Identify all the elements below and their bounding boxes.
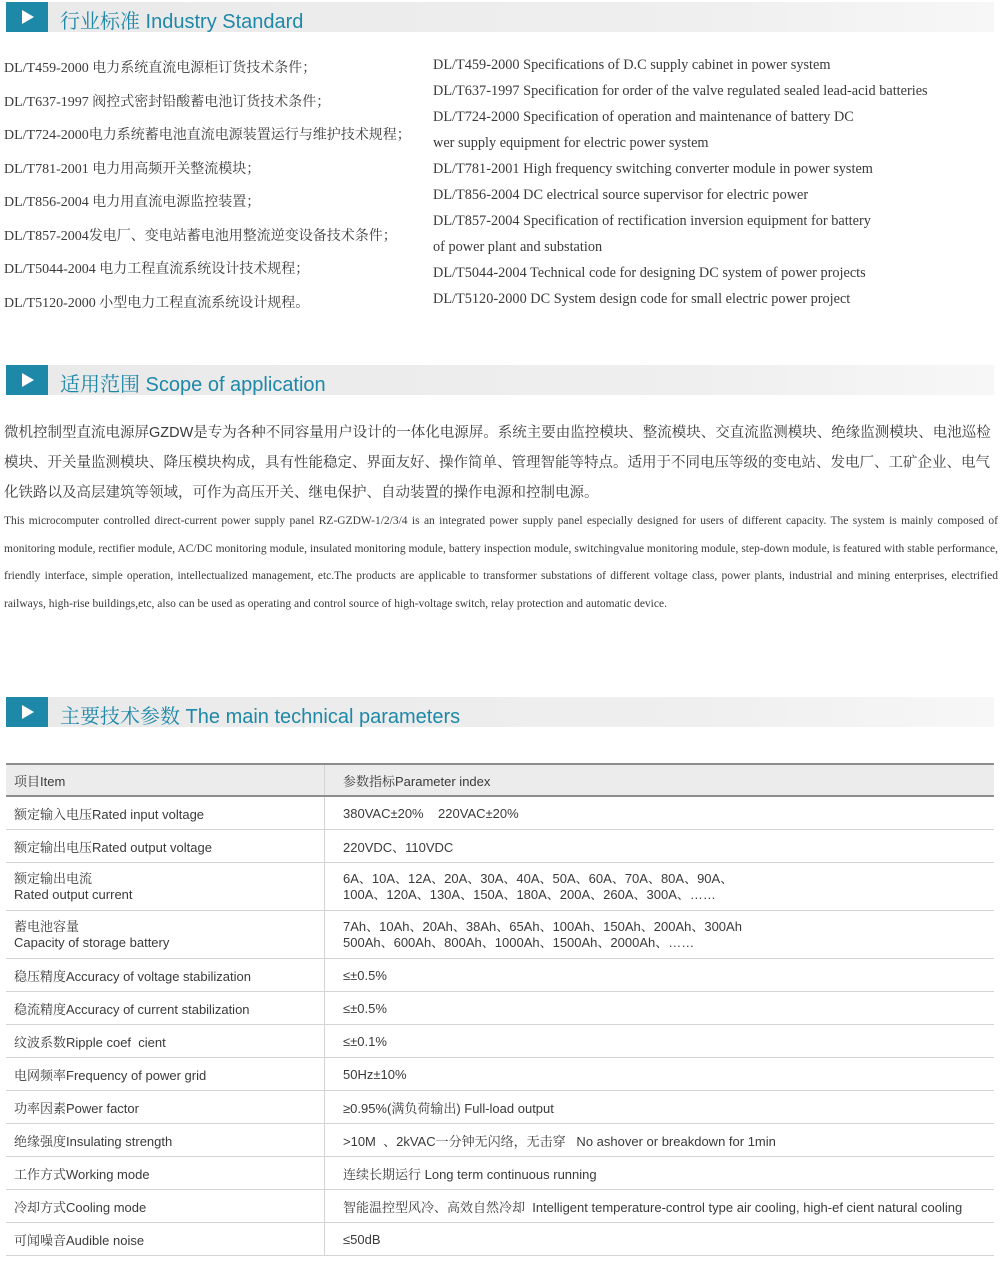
play-arrow-icon — [6, 365, 48, 395]
cell-value — [325, 796, 995, 830]
cell-item — [6, 1157, 325, 1190]
section-header-params — [6, 697, 994, 727]
list-item: DL/T856-2004 电力用直流电源监控装置； — [4, 195, 261, 210]
list-item: DL/T857-2004发电厂、变电站蓄电池用整流逆变设备技术条件； — [4, 228, 397, 244]
list-item: DL/T637-1997 Specification for order of the valve regulated sealed lead-acid batteries — [433, 83, 928, 99]
play-arrow-icon — [6, 2, 48, 32]
list-item: DL/T459-2000 电力系统直流电源柜订货技术条件； — [4, 61, 317, 76]
list-item: wer supply equipment for electric power system — [433, 135, 709, 151]
table-row — [6, 796, 994, 830]
table-row — [6, 1091, 994, 1124]
cell-text: 额定输出电压Rated output voltage — [14, 839, 212, 855]
cell-text: 纹波系数Ripple coef cient — [14, 1034, 166, 1050]
section-title: 适用范围 Scope of application — [60, 374, 326, 396]
cell-item — [6, 1025, 325, 1058]
cell-text: 500Ah、600Ah、800Ah、1000Ah、1500Ah、2000Ah、…… — [343, 934, 695, 950]
cell-item — [6, 830, 325, 863]
list-item: DL/T724-2000电力系统蓄电池直流电源装置运行与维护技术规程； — [4, 128, 411, 143]
cell-text: 连续长期运行 Long term continuous running — [343, 1166, 597, 1182]
cell-text: Rated output current — [14, 886, 133, 902]
cell-text: 380VAC±20% 220VAC±20% — [343, 805, 519, 821]
cell-text: ≤50dB — [343, 1231, 381, 1247]
table-row — [6, 1025, 994, 1058]
section-title: 行业标准 Industry Standard — [60, 11, 304, 33]
list-item: DL/T5044-2004 Technical code for designing DC system of power projects — [433, 265, 866, 281]
list-item: DL/T857-2004 Specification of rectification inversion equipment for battery — [433, 213, 871, 229]
section-header-industry — [6, 2, 994, 32]
cell-text: 工作方式Working mode — [14, 1166, 150, 1182]
cell-text: 功率因素Power factor — [14, 1100, 139, 1116]
cell-value — [325, 830, 995, 863]
list-item: DL/T781-2001 High frequency switching converter module in power system — [433, 161, 873, 177]
cell-text: 220VDC、110VDC — [343, 839, 454, 855]
cell-value — [325, 1124, 995, 1157]
cell-value — [325, 1157, 995, 1190]
cell-text: 可闻噪音Audible noise — [14, 1232, 145, 1248]
list-item: DL/T637-1997 阀控式密封铅酸蓄电池订货技术条件； — [4, 94, 331, 110]
table-row — [6, 1124, 994, 1157]
play-arrow-icon — [6, 697, 48, 727]
cell-text: 电网频率Frequency of power grid — [14, 1067, 207, 1083]
cell-text: 稳压精度Accuracy of voltage stabilization — [14, 968, 251, 984]
table-row — [6, 1223, 994, 1256]
column-header-item: 项目Item — [6, 764, 325, 796]
list-item: DL/T459-2000 Specifications of D.C supply cabinet in power system — [433, 57, 831, 73]
cell-text: 6A、10A、12A、20A、30A、40A、50A、60A、70A、80A、90A、 — [343, 870, 734, 886]
cell-value — [325, 959, 995, 992]
cell-item — [6, 1124, 325, 1157]
table-row — [6, 1058, 994, 1091]
cell-item — [6, 992, 325, 1025]
cell-value — [325, 1190, 995, 1223]
cell-text: 冷却方式Cooling mode — [14, 1199, 147, 1215]
cell-text: 蓄电池容量 — [14, 918, 80, 934]
cell-text: 100A、120A、130A、150A、180A、200A、260A、300A、…… — [343, 886, 716, 902]
cell-text: 50Hz±10% — [343, 1066, 407, 1082]
standards-list-cn — [4, 58, 411, 326]
table-row — [6, 863, 994, 911]
cell-item — [6, 959, 325, 992]
cell-text: 稳流精度Accuracy of current stabilization — [14, 1001, 250, 1017]
cell-item — [6, 1091, 325, 1124]
list-item: DL/T856-2004 DC electrical source supervisor for electric power — [433, 187, 809, 203]
cell-value — [325, 1223, 995, 1256]
list-item: DL/T5120-2000 小型电力工程直流系统设计规程。 — [4, 295, 310, 311]
cell-item — [6, 1190, 325, 1223]
cell-text: ≥0.95%(满负荷输出) Full-load output — [343, 1100, 554, 1116]
cell-text: ≤±0.5% — [343, 1000, 387, 1016]
section-title: 主要技术参数 The main technical parameters — [60, 706, 461, 728]
cell-value — [325, 992, 995, 1025]
cell-value — [325, 1058, 995, 1091]
table-row — [6, 992, 994, 1025]
cell-item — [6, 1223, 325, 1256]
cell-text: ≤±0.1% — [343, 1033, 387, 1049]
cell-item — [6, 1058, 325, 1091]
cell-value — [325, 1091, 995, 1124]
cell-text: 额定输出电流 — [14, 870, 93, 886]
table-row — [6, 1157, 994, 1190]
list-item: DL/T5044-2004 电力工程直流系统设计技术规程； — [4, 262, 310, 277]
cell-value — [325, 911, 995, 959]
cell-text: >10M 、2kVAC一分钟无闪络，无击穿 No ashover or breakdown for 1min — [343, 1133, 776, 1149]
standards-list-en — [433, 55, 928, 315]
cell-item — [6, 796, 325, 830]
parameters-table — [6, 763, 994, 1256]
list-item: of power plant and substation — [433, 239, 603, 255]
cell-text: ≤±0.5% — [343, 967, 387, 983]
table-row — [6, 830, 994, 863]
cell-item — [6, 863, 325, 911]
cell-text: Capacity of storage battery — [14, 934, 170, 950]
cell-item — [6, 911, 325, 959]
table-row — [6, 1190, 994, 1223]
cell-value — [325, 1025, 995, 1058]
list-item: DL/T781-2001 电力用高频开关整流模块； — [4, 161, 261, 177]
table-header-row — [6, 764, 994, 796]
cell-text: 7Ah、10Ah、20Ah、38Ah、65Ah、100Ah、150Ah、200Ah、300Ah — [343, 918, 742, 934]
list-item: DL/T5120-2000 DC System design code for small electric power project — [433, 291, 851, 307]
table-row — [6, 911, 994, 959]
section-header-scope — [6, 365, 994, 395]
table-row — [6, 959, 994, 992]
scope-description-cn: 微机控制型直流电源屏GZDW是专为各种不同容量用户设计的一体化电源屏。系统主要由监控模块、整流模块、交直流监测模块、绝缘监测模块、电池巡检模块、开关量监测模块、降压模块构成，具有性能稳定、界面友好、操作简单、管理智能等特点。适用于不同电压等级的变电站、发电厂、工矿企业、电气化铁路以及高层建筑等领域，可作为高压开关、继电保护、自动装置的操作电源和控制电源。 — [4, 425, 991, 501]
cell-text: 额定输入电压Rated input voltage — [14, 806, 205, 822]
cell-text: 智能温控型风冷、高效自然冷却 Intelligent temperature-control type air cooling, high-ef cient natural cooling — [343, 1199, 963, 1215]
cell-text: 绝缘强度Insulating strength — [14, 1133, 173, 1149]
list-item: DL/T724-2000 Specification of operation and maintenance of battery DC — [433, 109, 854, 125]
cell-value — [325, 863, 995, 911]
scope-description-en: This microcomputer controlled direct-current power supply panel RZ-GZDW-1/2/3/4 is an integrated power supply panel especially designed for users of different capacity. The system is mainly composed of monitoring module, rectifier module, AC/DC monitoring module, insulated monitoring module, battery inspection module, switchingvalue monitoring module, step-down module, is featured with stable performance, friendly interface, simple operation, intellectualized management, etc.The products are applicable to transformer substations of different voltage class, power plants, industrial and mining enterprises, electrified railways, high-rise buildings,etc, also can be used as operating and control source of high-voltage switch, relay protection and automatic device. — [4, 515, 998, 610]
column-header-value: 参数指标Parameter index — [325, 764, 995, 796]
